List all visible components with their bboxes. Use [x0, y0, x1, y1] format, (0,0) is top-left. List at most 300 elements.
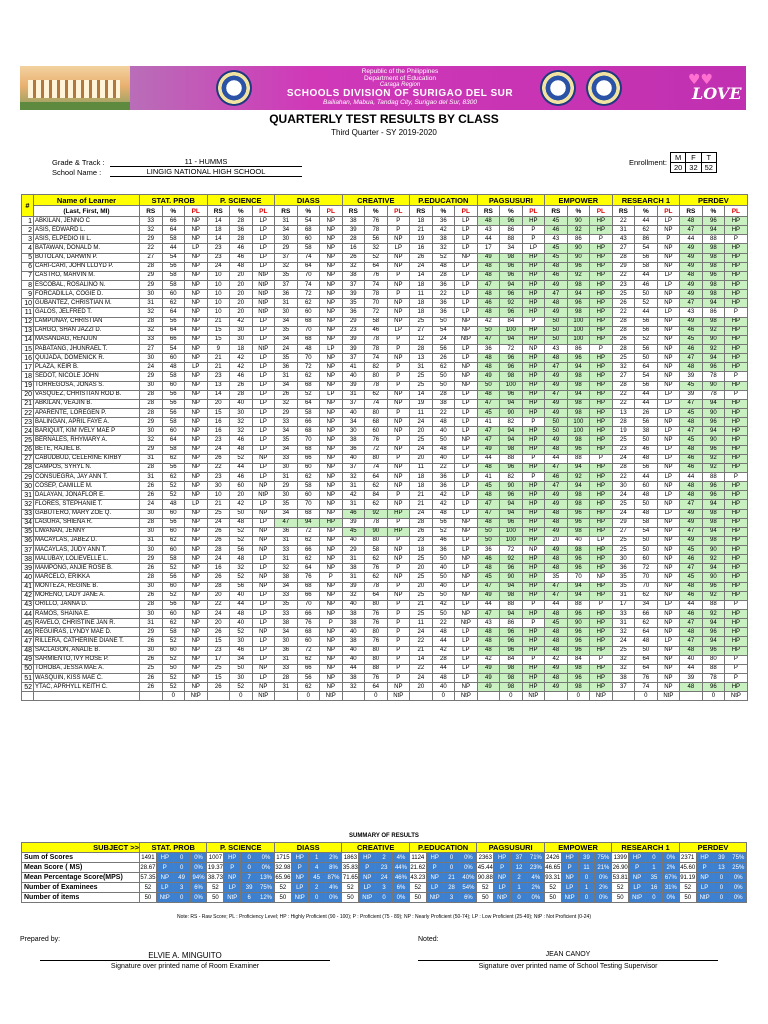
- summary-percent: 0%: [258, 853, 275, 863]
- proficiency-level: NP: [185, 646, 208, 655]
- raw-score: 35: [275, 500, 298, 509]
- raw-score: 45: [680, 573, 703, 582]
- raw-score: 41: [477, 418, 500, 427]
- percent: 78: [702, 390, 725, 399]
- percent: 62: [635, 226, 658, 235]
- summary-value: 1399: [613, 854, 627, 861]
- learner-number: 48: [22, 646, 34, 655]
- enroll-female: 32: [686, 163, 701, 173]
- raw-score: 32: [275, 262, 298, 271]
- enroll-f-label: F: [686, 153, 701, 163]
- percent: 60: [162, 427, 185, 436]
- raw-score: 28: [140, 399, 163, 408]
- summary-percent: 87%: [325, 873, 342, 883]
- percent: 98: [500, 253, 523, 262]
- summary-count: 0: [578, 873, 595, 883]
- summary-percent: 6%: [460, 893, 477, 903]
- raw-score: 36: [612, 564, 635, 573]
- proficiency-level: LP: [657, 472, 680, 481]
- proficiency-level: P: [725, 308, 748, 317]
- proficiency-level: P: [387, 664, 410, 673]
- summary-count: 2: [511, 873, 528, 883]
- percent: 60: [635, 555, 658, 564]
- raw-score: 28: [140, 408, 163, 417]
- raw-score: 31: [342, 482, 365, 491]
- percent: 100: [567, 335, 590, 344]
- proficiency-level: NP: [185, 518, 208, 527]
- raw-score: 28: [140, 573, 163, 582]
- percent: 96: [702, 628, 725, 637]
- summary-count: 1: [646, 863, 663, 873]
- summary-level: LP: [561, 883, 578, 893]
- proficiency-level: LP: [455, 280, 478, 289]
- percent: 70: [635, 582, 658, 591]
- summary-count: 0: [713, 883, 730, 893]
- percent: 38: [432, 235, 455, 244]
- proficiency-level: NP: [252, 454, 275, 463]
- percent: 78: [365, 518, 388, 527]
- percent: 78: [365, 381, 388, 390]
- summary-subject-header: P. SCIENCE: [207, 843, 274, 853]
- proficiency-level: NP: [185, 619, 208, 628]
- percent: 80: [365, 454, 388, 463]
- table-row: [22, 363, 748, 372]
- raw-score: 16: [207, 427, 230, 436]
- percent: 86: [635, 235, 658, 244]
- raw-score: 44: [477, 235, 500, 244]
- proficiency-level: HP: [590, 253, 613, 262]
- proficiency-level: HP: [725, 445, 748, 454]
- raw-score: 48: [545, 518, 568, 527]
- percent: 82: [500, 472, 523, 481]
- learner-name: SACLAGON, ANALIE B.: [34, 646, 140, 655]
- proficiency-level: HP: [725, 408, 748, 417]
- percent: 96: [702, 482, 725, 491]
- raw-score: 28: [207, 546, 230, 555]
- proficiency-level: NP: [657, 463, 680, 472]
- summary-percent: 75%: [730, 853, 747, 863]
- percent: 64: [162, 326, 185, 335]
- proficiency-level: P: [387, 646, 410, 655]
- proficiency-level: NP: [185, 454, 208, 463]
- percent: 38: [635, 427, 658, 436]
- raw-score: 49: [477, 445, 500, 454]
- proficiency-level: NP: [657, 335, 680, 344]
- percent: 58: [162, 555, 185, 564]
- raw-score: 47: [680, 399, 703, 408]
- percent: 56: [162, 317, 185, 326]
- empty-pl: NtP: [387, 692, 410, 701]
- proficiency-level: NP: [387, 253, 410, 262]
- proficiency-level: P: [387, 454, 410, 463]
- raw-score: 18: [410, 482, 433, 491]
- summary-level: NtP: [629, 893, 646, 903]
- proficiency-level: LP: [252, 408, 275, 417]
- percent: 82: [500, 418, 523, 427]
- summary-level: P: [156, 863, 173, 873]
- learner-number: 39: [22, 564, 34, 573]
- proficiency-level: NP: [185, 308, 208, 317]
- summary-row: [22, 883, 747, 893]
- percent: 98: [702, 280, 725, 289]
- summary-level: LP: [224, 883, 241, 893]
- proficiency-level: NP: [252, 536, 275, 545]
- raw-score: 45: [477, 573, 500, 582]
- raw-score: 31: [342, 573, 365, 582]
- percent: 62: [365, 573, 388, 582]
- percent: 90: [702, 436, 725, 445]
- proficiency-level: NP: [185, 381, 208, 390]
- summary-count: 0: [511, 893, 528, 903]
- table-row: [22, 546, 748, 555]
- subcol-header: PL: [185, 206, 208, 217]
- percent: 32: [365, 244, 388, 253]
- learner-name: ASIS, ELPEDIO III L.: [34, 235, 140, 244]
- raw-score: 48: [545, 509, 568, 518]
- percent: 54: [162, 344, 185, 353]
- learner-name: LIWANAN, JENNY: [34, 527, 140, 536]
- raw-score: 28: [612, 253, 635, 262]
- percent: 96: [567, 262, 590, 271]
- raw-score: 31: [342, 500, 365, 509]
- raw-score: 20: [410, 683, 433, 692]
- percent: 96: [567, 518, 590, 527]
- enroll-total: 52: [701, 163, 716, 173]
- proficiency-level: NP: [185, 390, 208, 399]
- raw-score: 37: [612, 683, 635, 692]
- percent: 52: [297, 390, 320, 399]
- proficiency-level: HP: [590, 226, 613, 235]
- percent: 64: [635, 628, 658, 637]
- summary-level: LP: [359, 883, 376, 893]
- raw-score: 21: [207, 363, 230, 372]
- percent: 62: [162, 299, 185, 308]
- subject-header: P.EDUCATION: [410, 195, 478, 206]
- learner-name: MASANDAG, RENJUN: [34, 335, 140, 344]
- raw-score: 34: [275, 427, 298, 436]
- proficiency-level: HP: [590, 290, 613, 299]
- proficiency-level: HP: [590, 271, 613, 280]
- learner-number: 30: [22, 482, 34, 491]
- percent: 56: [635, 326, 658, 335]
- percent: 46: [230, 436, 253, 445]
- summary-count: 16: [646, 883, 663, 893]
- percent: 78: [365, 582, 388, 591]
- learner-number: 26: [22, 445, 34, 454]
- summary-table: [21, 842, 747, 903]
- proficiency-level: HP: [522, 573, 545, 582]
- percent: 98: [500, 372, 523, 381]
- learner-number: 45: [22, 619, 34, 628]
- proficiency-level: NP: [252, 582, 275, 591]
- subcol-header: RS: [275, 206, 298, 217]
- table-row: [22, 418, 748, 427]
- summary-level: NtP: [494, 893, 511, 903]
- summary-value: 26.90: [612, 864, 628, 871]
- percent: 48: [230, 262, 253, 271]
- raw-score: 28: [612, 317, 635, 326]
- raw-score: 31: [275, 536, 298, 545]
- percent: 56: [635, 463, 658, 472]
- percent: 76: [297, 573, 320, 582]
- raw-score: 49: [545, 683, 568, 692]
- summary-level: NtP: [224, 893, 241, 903]
- proficiency-level: HP: [725, 491, 748, 500]
- school-value: LINGIG NATIONAL HIGH SCHOOL: [146, 167, 266, 176]
- summary-level: LP: [494, 883, 511, 893]
- learner-name: CONSUEGRA, JAY ANN T.: [34, 472, 140, 481]
- proficiency-level: NP: [387, 235, 410, 244]
- percent: 42: [432, 646, 455, 655]
- raw-score: 29: [140, 418, 163, 427]
- proficiency-level: NP: [657, 326, 680, 335]
- raw-score: 46: [680, 326, 703, 335]
- percent: 92: [567, 226, 590, 235]
- summary-level: NP: [291, 873, 308, 883]
- proficiency-level: LP: [252, 326, 275, 335]
- percent: 36: [432, 546, 455, 555]
- raw-score: 38: [342, 610, 365, 619]
- raw-score: 16: [342, 244, 365, 253]
- percent: 66: [162, 335, 185, 344]
- percent: 90: [567, 253, 590, 262]
- percent: 68: [297, 427, 320, 436]
- summary-percent: 23%: [527, 863, 544, 873]
- percent: 92: [702, 326, 725, 335]
- learner-number: 46: [22, 628, 34, 637]
- percent: 94: [567, 363, 590, 372]
- percent: 60: [162, 354, 185, 363]
- raw-score: 46: [680, 610, 703, 619]
- proficiency-level: NP: [657, 555, 680, 564]
- percent: 70: [297, 500, 320, 509]
- percent: 56: [162, 463, 185, 472]
- proficiency-level: NP: [185, 637, 208, 646]
- proficiency-level: NP: [185, 555, 208, 564]
- empty-percent: 0: [365, 692, 388, 701]
- summary-value: 52: [342, 883, 359, 893]
- percent: 20: [230, 290, 253, 299]
- raw-score: 48: [680, 445, 703, 454]
- percent: 70: [567, 573, 590, 582]
- raw-score: 24: [207, 518, 230, 527]
- percent: 94: [702, 564, 725, 573]
- raw-score: 47: [545, 582, 568, 591]
- raw-score: 24: [410, 674, 433, 683]
- raw-score: 41: [342, 363, 365, 372]
- proficiency-level: LP: [455, 646, 478, 655]
- percent: 70: [297, 271, 320, 280]
- percent: 94: [500, 582, 523, 591]
- proficiency-level: NP: [320, 637, 343, 646]
- percent: 68: [297, 445, 320, 454]
- proficiency-level: NP: [320, 591, 343, 600]
- proficiency-level: LP: [455, 637, 478, 646]
- learner-name: BARIQUIT, KIM IVELY MAE P: [34, 427, 140, 436]
- proficiency-level: NP: [320, 546, 343, 555]
- raw-score: 44: [342, 664, 365, 673]
- percent: 58: [162, 372, 185, 381]
- raw-score: 48: [545, 354, 568, 363]
- summary-percent: 0%: [662, 853, 679, 863]
- raw-score: 26: [140, 591, 163, 600]
- empty-percent: 0: [635, 692, 658, 701]
- proficiency-level: LP: [455, 262, 478, 271]
- proficiency-level: LP: [455, 308, 478, 317]
- proficiency-level: NP: [657, 664, 680, 673]
- raw-score: 30: [140, 546, 163, 555]
- proficiency-level: LP: [252, 262, 275, 271]
- summary-value: 91.19: [680, 874, 696, 881]
- proficiency-level: LP: [455, 463, 478, 472]
- raw-score: 23: [410, 536, 433, 545]
- proficiency-level: P: [387, 536, 410, 545]
- percent: 78: [365, 290, 388, 299]
- raw-score: 26: [140, 564, 163, 573]
- proficiency-level: LP: [455, 354, 478, 363]
- percent: 54: [297, 217, 320, 226]
- raw-score: 47: [545, 463, 568, 472]
- percent: 94: [702, 354, 725, 363]
- raw-score: 32: [275, 564, 298, 573]
- percent: 94: [500, 509, 523, 518]
- raw-score: 44: [545, 600, 568, 609]
- proficiency-level: HP: [725, 217, 748, 226]
- raw-score: 38: [342, 674, 365, 683]
- proficiency-level: HP: [522, 582, 545, 591]
- percent: 62: [297, 372, 320, 381]
- raw-score: 26: [140, 683, 163, 692]
- percent: 60: [162, 509, 185, 518]
- proficiency-level: NP: [387, 427, 410, 436]
- learner-number: 43: [22, 600, 34, 609]
- summary-level: NP: [156, 873, 173, 883]
- raw-score: 26: [342, 253, 365, 262]
- raw-score: 40: [342, 655, 365, 664]
- summary-percent: 4%: [325, 883, 342, 893]
- raw-score: 49: [680, 536, 703, 545]
- summary-value: 57.35: [140, 874, 156, 881]
- proficiency-level: NP: [185, 674, 208, 683]
- empty-percent: 0: [297, 692, 320, 701]
- raw-score: 49: [680, 290, 703, 299]
- percent: 78: [365, 226, 388, 235]
- percent: 98: [567, 664, 590, 673]
- summary-count: 39: [578, 853, 595, 863]
- raw-score: 48: [545, 674, 568, 683]
- proficiency-level: NP: [320, 600, 343, 609]
- percent: 50: [432, 610, 455, 619]
- learner-number: 33: [22, 509, 34, 518]
- summary-count: 13: [713, 863, 730, 873]
- proficiency-level: HP: [522, 408, 545, 417]
- raw-score: 35: [275, 436, 298, 445]
- summary-value: 52: [409, 883, 426, 893]
- percent: 98: [702, 244, 725, 253]
- percent: 58: [297, 244, 320, 253]
- raw-score: 23: [342, 326, 365, 335]
- raw-score: 30: [140, 610, 163, 619]
- summary-level: P: [291, 863, 308, 873]
- raw-score: 22: [207, 463, 230, 472]
- summary-value: 50: [342, 893, 359, 903]
- empty-rs: [477, 692, 500, 701]
- raw-score: 26: [275, 390, 298, 399]
- raw-score: 40: [342, 408, 365, 417]
- empty-name: [34, 692, 140, 701]
- percent: 96: [702, 582, 725, 591]
- percent: 96: [500, 628, 523, 637]
- summary-percent: 0%: [460, 863, 477, 873]
- raw-score: 30: [140, 354, 163, 363]
- raw-score: 38: [275, 619, 298, 628]
- proficiency-level: P: [725, 390, 748, 399]
- proficiency-level: HP: [522, 253, 545, 262]
- summary-value: 52: [477, 883, 494, 893]
- proficiency-level: NP: [185, 463, 208, 472]
- raw-score: 39: [342, 290, 365, 299]
- percent: 20: [230, 299, 253, 308]
- raw-score: 39: [342, 582, 365, 591]
- summary-count: 1: [511, 883, 528, 893]
- proficiency-level: P: [320, 619, 343, 628]
- percent: 28: [230, 217, 253, 226]
- proficiency-level: NP: [657, 344, 680, 353]
- raw-score: 38: [342, 217, 365, 226]
- raw-score: 48: [477, 491, 500, 500]
- summary-level: LP: [629, 883, 646, 893]
- proficiency-level: P: [522, 472, 545, 481]
- percent: 98: [702, 290, 725, 299]
- summary-value: 50: [679, 893, 696, 903]
- proficiency-level: NP: [387, 299, 410, 308]
- raw-score: 33: [275, 664, 298, 673]
- proficiency-level: HP: [590, 482, 613, 491]
- raw-score: 48: [477, 646, 500, 655]
- percent: 76: [365, 436, 388, 445]
- percent: 58: [162, 235, 185, 244]
- raw-score: 22: [612, 399, 635, 408]
- summary-count: 0: [646, 853, 663, 863]
- percent: 68: [297, 582, 320, 591]
- proficiency-level: NP: [455, 573, 478, 582]
- raw-score: 23: [207, 436, 230, 445]
- proficiency-level: HP: [522, 555, 545, 564]
- percent: 62: [297, 299, 320, 308]
- proficiency-level: NP: [185, 399, 208, 408]
- raw-score: 34: [275, 628, 298, 637]
- noted-name: JEAN CANOY: [545, 951, 591, 958]
- proficiency-level: HP: [725, 262, 748, 271]
- proficiency-level: LP: [252, 335, 275, 344]
- proficiency-level: NP: [590, 573, 613, 582]
- summary-percent: 0%: [325, 893, 342, 903]
- proficiency-level: HP: [590, 610, 613, 619]
- raw-score: 50: [477, 381, 500, 390]
- proficiency-level: NP: [320, 646, 343, 655]
- percent: 58: [365, 317, 388, 326]
- learner-number: 34: [22, 518, 34, 527]
- proficiency-level: NP: [320, 372, 343, 381]
- raw-score: 13: [410, 354, 433, 363]
- proficiency-level: HP: [590, 399, 613, 408]
- percent: 50: [432, 372, 455, 381]
- empty-pl: NtP: [725, 692, 748, 701]
- raw-score: 29: [140, 372, 163, 381]
- proficiency-level: NP: [185, 564, 208, 573]
- percent: 48: [635, 491, 658, 500]
- percent: 48: [230, 555, 253, 564]
